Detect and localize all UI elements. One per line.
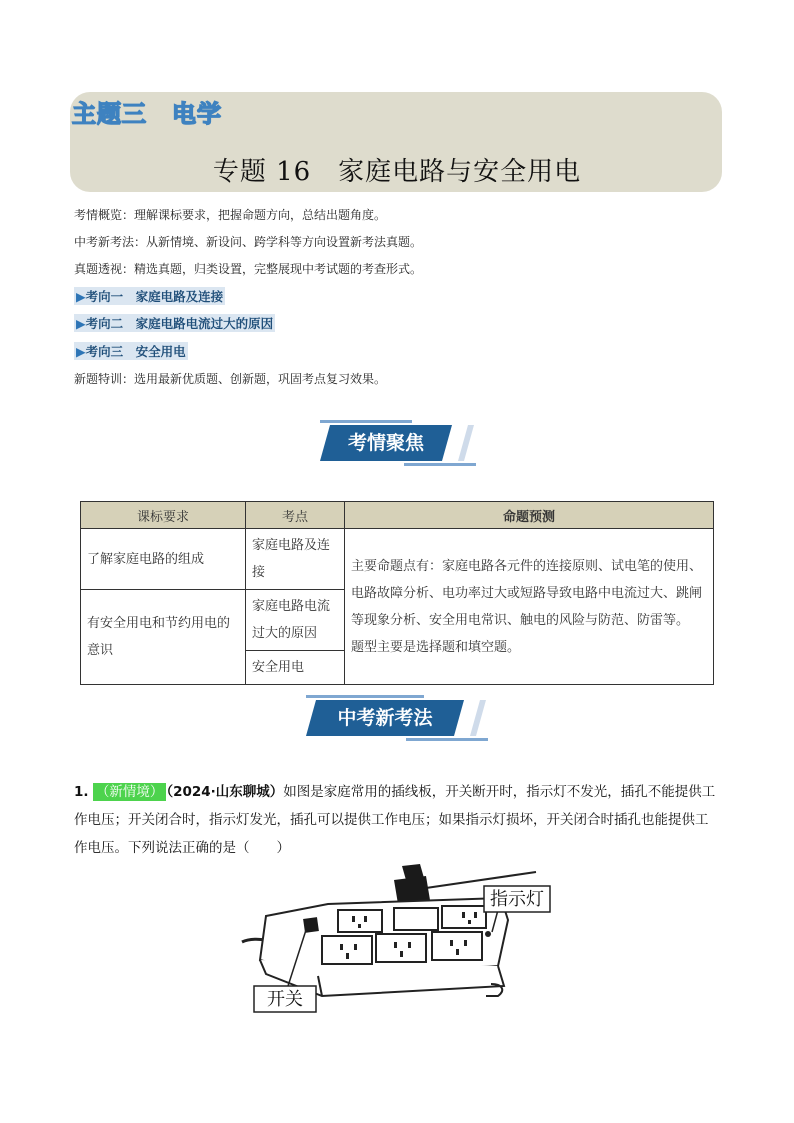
table-cell: 家庭电路及连接 [246,529,345,590]
link-kaoxiang-1[interactable]: ▶考向一 家庭电路及连接 [76,289,224,304]
table-cell: 有安全用电和节约用电的意识 [81,590,246,685]
section-label: 考情聚焦 [347,432,424,454]
table-cell: 安全用电 [246,651,345,685]
power-strip-figure [236,858,556,1018]
section-heading-focus [320,420,476,466]
table-header: 考点 [246,502,345,529]
triangle-icon: ▶ [76,289,86,304]
new-context-tag: （新情境） [93,783,167,801]
switch-label: 开关 [267,989,303,1010]
link-kaoxiang-3[interactable]: ▶考向三 安全用电 [76,344,186,359]
prediction-text: 题型主要是选择题和填空题。 [351,639,521,655]
question-text: 如图是家庭常用的插线板，开关断开时，指示灯不发光，插孔不能提供工作电压；开关闭合时，指示灯发光，插孔可以提供工作电压；如果指示灯损坏，开关闭合时插孔也能提供工作电压。下列说法正确的是（ ） [74,784,716,856]
theme-title: 主题三 电学 [72,100,222,128]
indicator-light-label: 指示灯 [490,889,544,910]
triangle-icon: ▶ [76,344,86,359]
link-kaoxiang-2[interactable]: ▶考向二 家庭电路电流过大的原因 [76,316,274,331]
section-label: 中考新考法 [337,707,433,729]
table-header: 命题预测 [345,502,714,529]
intro-line-real-exam: 真题透视：精选真题，归类设置，完整展现中考试题的考查形式。 [74,262,423,276]
table-header-row [81,502,714,529]
table-cell: 家庭电路电流过大的原因 [246,590,345,651]
table-cell-prediction [345,529,714,685]
question-source: （2024·山东聊城） [166,784,284,800]
question-1 [74,778,720,862]
intro-line-overview: 考情概览：理解课标要求，把握命题方向，总结出题角度。 [74,208,387,222]
intro-line-new-method: 中考新考法：从新情境、新设问、跨学科等方向设置新考法真题。 [74,235,423,249]
prediction-text: 主要命题点有：家庭电路各元件的连接原则、试电笔的使用、电路故障分析、电功率过大或短路导致电路中电流过大、跳闸等现象分析、安全用电常识、触电的风险与防范、防雷等。 [351,558,703,628]
exam-focus-table [80,501,714,685]
table-cell: 了解家庭电路的组成 [81,529,246,590]
question-number: 1. [74,784,89,800]
section-heading-new-method [306,695,488,741]
table-row [81,529,714,590]
table-header: 课标要求 [81,502,246,529]
intro-line-training: 新题特训：选用最新优质题、创新题，巩固考点复习效果。 [74,372,387,386]
triangle-icon: ▶ [76,316,86,331]
topic-title: 专题 16 家庭电路与安全用电 [212,157,582,187]
